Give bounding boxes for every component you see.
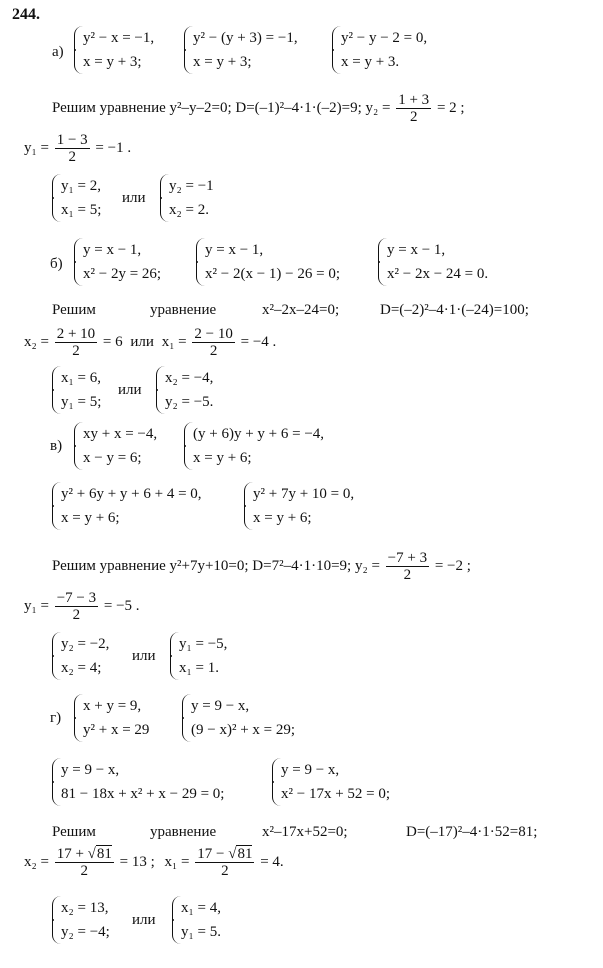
part-g-label: г) xyxy=(50,710,62,726)
part-a-answer-1: y₁ = 2, x₁ = 5; xyxy=(52,174,101,222)
part-v-system-4: y² + 7y + 10 = 0, x = y + 6; xyxy=(244,482,354,530)
part-a-y1-line: y₁ = $\frac{1 - 3}{2}$ = −1 . xyxy=(24,132,132,165)
part-g-system-4: y = 9 − x, x² − 17x + 52 = 0; xyxy=(272,758,390,806)
or-word: или xyxy=(118,382,142,398)
problem-number: 244. xyxy=(12,6,40,23)
part-g-x2-fraction: $\frac{17 + √81}{2}$ xyxy=(56,846,112,879)
part-v-answer-1: y₂ = −2, x₂ = 4; xyxy=(52,632,109,680)
part-b-x2-fraction: $\frac{2 + 10}{2}$ xyxy=(56,326,96,359)
part-v-answer-2: y₁ = −5, x₁ = 1. xyxy=(170,632,227,680)
part-v-system-3: y² + 6y + y + 6 + 4 = 0, x = y + 6; xyxy=(52,482,202,530)
part-g-answer-1: x₂ = 13, y₂ = −4; xyxy=(52,896,110,944)
part-a-label: а) xyxy=(52,44,64,60)
part-v-system-1: xy + x = −4, x − y = 6; xyxy=(74,422,157,470)
part-a-answer-2: y₂ = −1 x₂ = 2. xyxy=(160,174,214,222)
part-b-equation: x²–2x–24=0; xyxy=(262,302,340,318)
part-b-system-1: y = x − 1, x² − 2y = 26; xyxy=(74,238,161,286)
part-b-solve-word-1: Решим xyxy=(52,302,96,318)
part-a-system-3: y² − y − 2 = 0, x = y + 3. xyxy=(332,26,427,74)
part-g-discriminant: D=(–17)²–4·1·52=81; xyxy=(406,824,538,840)
part-b-solve-word-2: уравнение xyxy=(150,302,217,318)
part-b-answer-2: x₂ = −4, y₂ = −5. xyxy=(156,366,213,414)
part-g-x1-fraction: $\frac{17 - √81}{2}$ xyxy=(197,846,253,879)
part-b-answer-1: x₁ = 6, y₁ = 5; xyxy=(52,366,101,414)
part-b-system-2: y = x − 1, x² − 2(x − 1) − 26 = 0; xyxy=(196,238,340,286)
part-v-equation-line: Решим уравнение y²+7y+10=0; D=7²–4·1·10=9; y₂ = $\frac{-7 + 3}{2}$ = −2 ; xyxy=(52,550,471,583)
part-b-discriminant: D=(–2)²–4·1·(–24)=100; xyxy=(380,302,529,318)
part-v-y1-fraction: $\frac{-7 - 3}{2}$ xyxy=(56,590,97,623)
or-word: или xyxy=(132,648,156,664)
part-g-system-1: x + y = 9, y² + x = 29 xyxy=(74,694,149,742)
part-g-roots-line: x₂ = $\frac{17 + √81}{2}$ = 13 ; x₁ = $\frac{17 - √81}{2}$ = 4. xyxy=(24,846,284,879)
part-v-y2-fraction: $\frac{-7 + 3}{2}$ xyxy=(387,550,428,583)
part-g-answer-2: x₁ = 4, y₁ = 5. xyxy=(172,896,221,944)
part-v-label: в) xyxy=(50,438,63,454)
part-a-y1-fraction: $\frac{1 - 3}{2}$ xyxy=(56,132,88,165)
part-g-solve-word-1: Решим xyxy=(52,824,96,840)
part-b-x1-fraction: $\frac{2 - 10}{2}$ xyxy=(194,326,233,359)
part-g-solve-word-2: уравнение xyxy=(150,824,217,840)
part-v-y1-line: y₁ = $\frac{-7 - 3}{2}$ = −5 . xyxy=(24,590,140,623)
or-word: или xyxy=(122,190,146,206)
part-a-y2-fraction: $\frac{1 + 3}{2}$ xyxy=(398,92,430,125)
part-g-system-3: y = 9 − x, 81 − 18x + x² + x − 29 = 0; xyxy=(52,758,224,806)
part-v-system-2: (y + 6)y + y + 6 = −4, x = y + 6; xyxy=(184,422,324,470)
part-b-system-3: y = x − 1, x² − 2x − 24 = 0. xyxy=(378,238,488,286)
or-word: или xyxy=(132,912,156,928)
part-a-system-2: y² − (y + 3) = −1, x = y + 3; xyxy=(184,26,298,74)
part-g-system-2: y = 9 − x, (9 − x)² + x = 29; xyxy=(182,694,295,742)
part-a-equation-line: Решим уравнение y²–y–2=0; D=(–1)²–4·1·(–2)=9; y₂ = $\frac{1 + 3}{2}$ = 2 ; xyxy=(52,92,465,125)
part-g-equation: x²–17x+52=0; xyxy=(262,824,348,840)
part-b-label: б) xyxy=(50,256,63,272)
part-a-system-1: y² − x = −1, x = y + 3; xyxy=(74,26,154,74)
part-b-roots-line: x₂ = $\frac{2 + 10}{2}$ = 6 или x₁ = $\frac{2 - 10}{2}$ = −4 . xyxy=(24,326,277,359)
